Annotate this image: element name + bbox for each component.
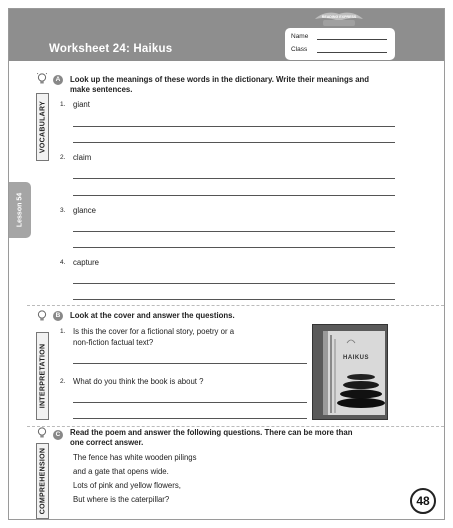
poem-line: The fence has white wooden pilings [73, 453, 197, 462]
answer-line[interactable] [73, 247, 395, 248]
section-divider [27, 426, 444, 427]
name-class-box [285, 28, 395, 60]
name-label: Name [291, 33, 309, 40]
question-number: 2. [60, 154, 66, 161]
question-number: 2. [60, 378, 66, 385]
interpretation-side-label [36, 332, 49, 420]
vocabulary-instruction: Look up the meanings of these words in the dictionary. Write their meanings and make sentences. [70, 75, 370, 94]
question-number: 1. [60, 101, 66, 108]
section-b-badge: B [53, 311, 63, 321]
class-label: Class [291, 46, 308, 53]
section-divider [27, 305, 444, 306]
vocabulary-word: capture [73, 258, 100, 267]
interpretation-question-1-line1: Is this the cover for a fictional story, poetry or a [73, 327, 235, 336]
vocabulary-side-label [36, 93, 49, 161]
page-number: 48 [410, 488, 436, 514]
answer-line[interactable] [73, 126, 395, 127]
section-a-badge: A [53, 75, 63, 85]
interpretation-question-1-line2: non-fiction factual text? [73, 338, 154, 347]
lightbulb-icon [37, 427, 47, 439]
vocabulary-word: claim [73, 153, 92, 162]
worksheet-title: Worksheet 24: Haikus [49, 43, 173, 55]
comprehension-instruction-line1: Read the poem and answer the following questions. There can be more than [70, 428, 353, 437]
logo-text: READING EXPRESS [321, 15, 357, 19]
vocabulary-word: giant [73, 100, 90, 109]
poem-line: and a gate that opens wide. [73, 467, 169, 476]
comprehension-instruction-line2: one correct answer. [70, 438, 144, 447]
answer-line[interactable] [73, 283, 395, 284]
book-title: HAIKUS [343, 355, 370, 361]
comprehension-side-label [36, 443, 49, 519]
book-cover-art [313, 325, 388, 420]
answer-line[interactable] [73, 195, 395, 196]
interpretation-question-2: What do you think the book is about ? [73, 377, 204, 386]
publisher-logo [313, 11, 365, 29]
interpretation-instruction: Look at the cover and answer the questions. [70, 311, 235, 320]
lightbulb-icon [37, 310, 47, 322]
question-number: 3. [60, 207, 66, 214]
lesson-label: Lesson 54 [16, 192, 24, 228]
worksheet-page [8, 8, 445, 520]
section-c-badge: C [53, 430, 63, 440]
answer-line[interactable] [73, 363, 307, 364]
question-number: 1. [60, 328, 66, 335]
lightbulb-icon [37, 73, 47, 85]
class-field[interactable] [317, 52, 387, 53]
answer-line[interactable] [73, 178, 395, 179]
answer-line[interactable] [73, 402, 307, 403]
answer-line[interactable] [73, 299, 395, 300]
answer-line[interactable] [73, 142, 395, 143]
poem-line: But where is the caterpillar? [73, 495, 170, 504]
book-cover-image [312, 324, 388, 420]
question-number: 4. [60, 259, 66, 266]
comprehension-label: COMPREHENSION [39, 447, 46, 515]
worksheet-header [9, 9, 444, 61]
vocabulary-label: VOCABULARY [39, 100, 46, 154]
lesson-tab [9, 182, 31, 238]
name-field[interactable] [317, 39, 387, 40]
answer-line[interactable] [73, 231, 395, 232]
vocabulary-word: glance [73, 206, 96, 215]
logo-wings-icon [313, 11, 365, 29]
answer-line[interactable] [73, 418, 307, 419]
poem-line: Lots of pink and yellow flowers, [73, 481, 181, 490]
interpretation-label: INTERPRETATION [39, 343, 46, 409]
